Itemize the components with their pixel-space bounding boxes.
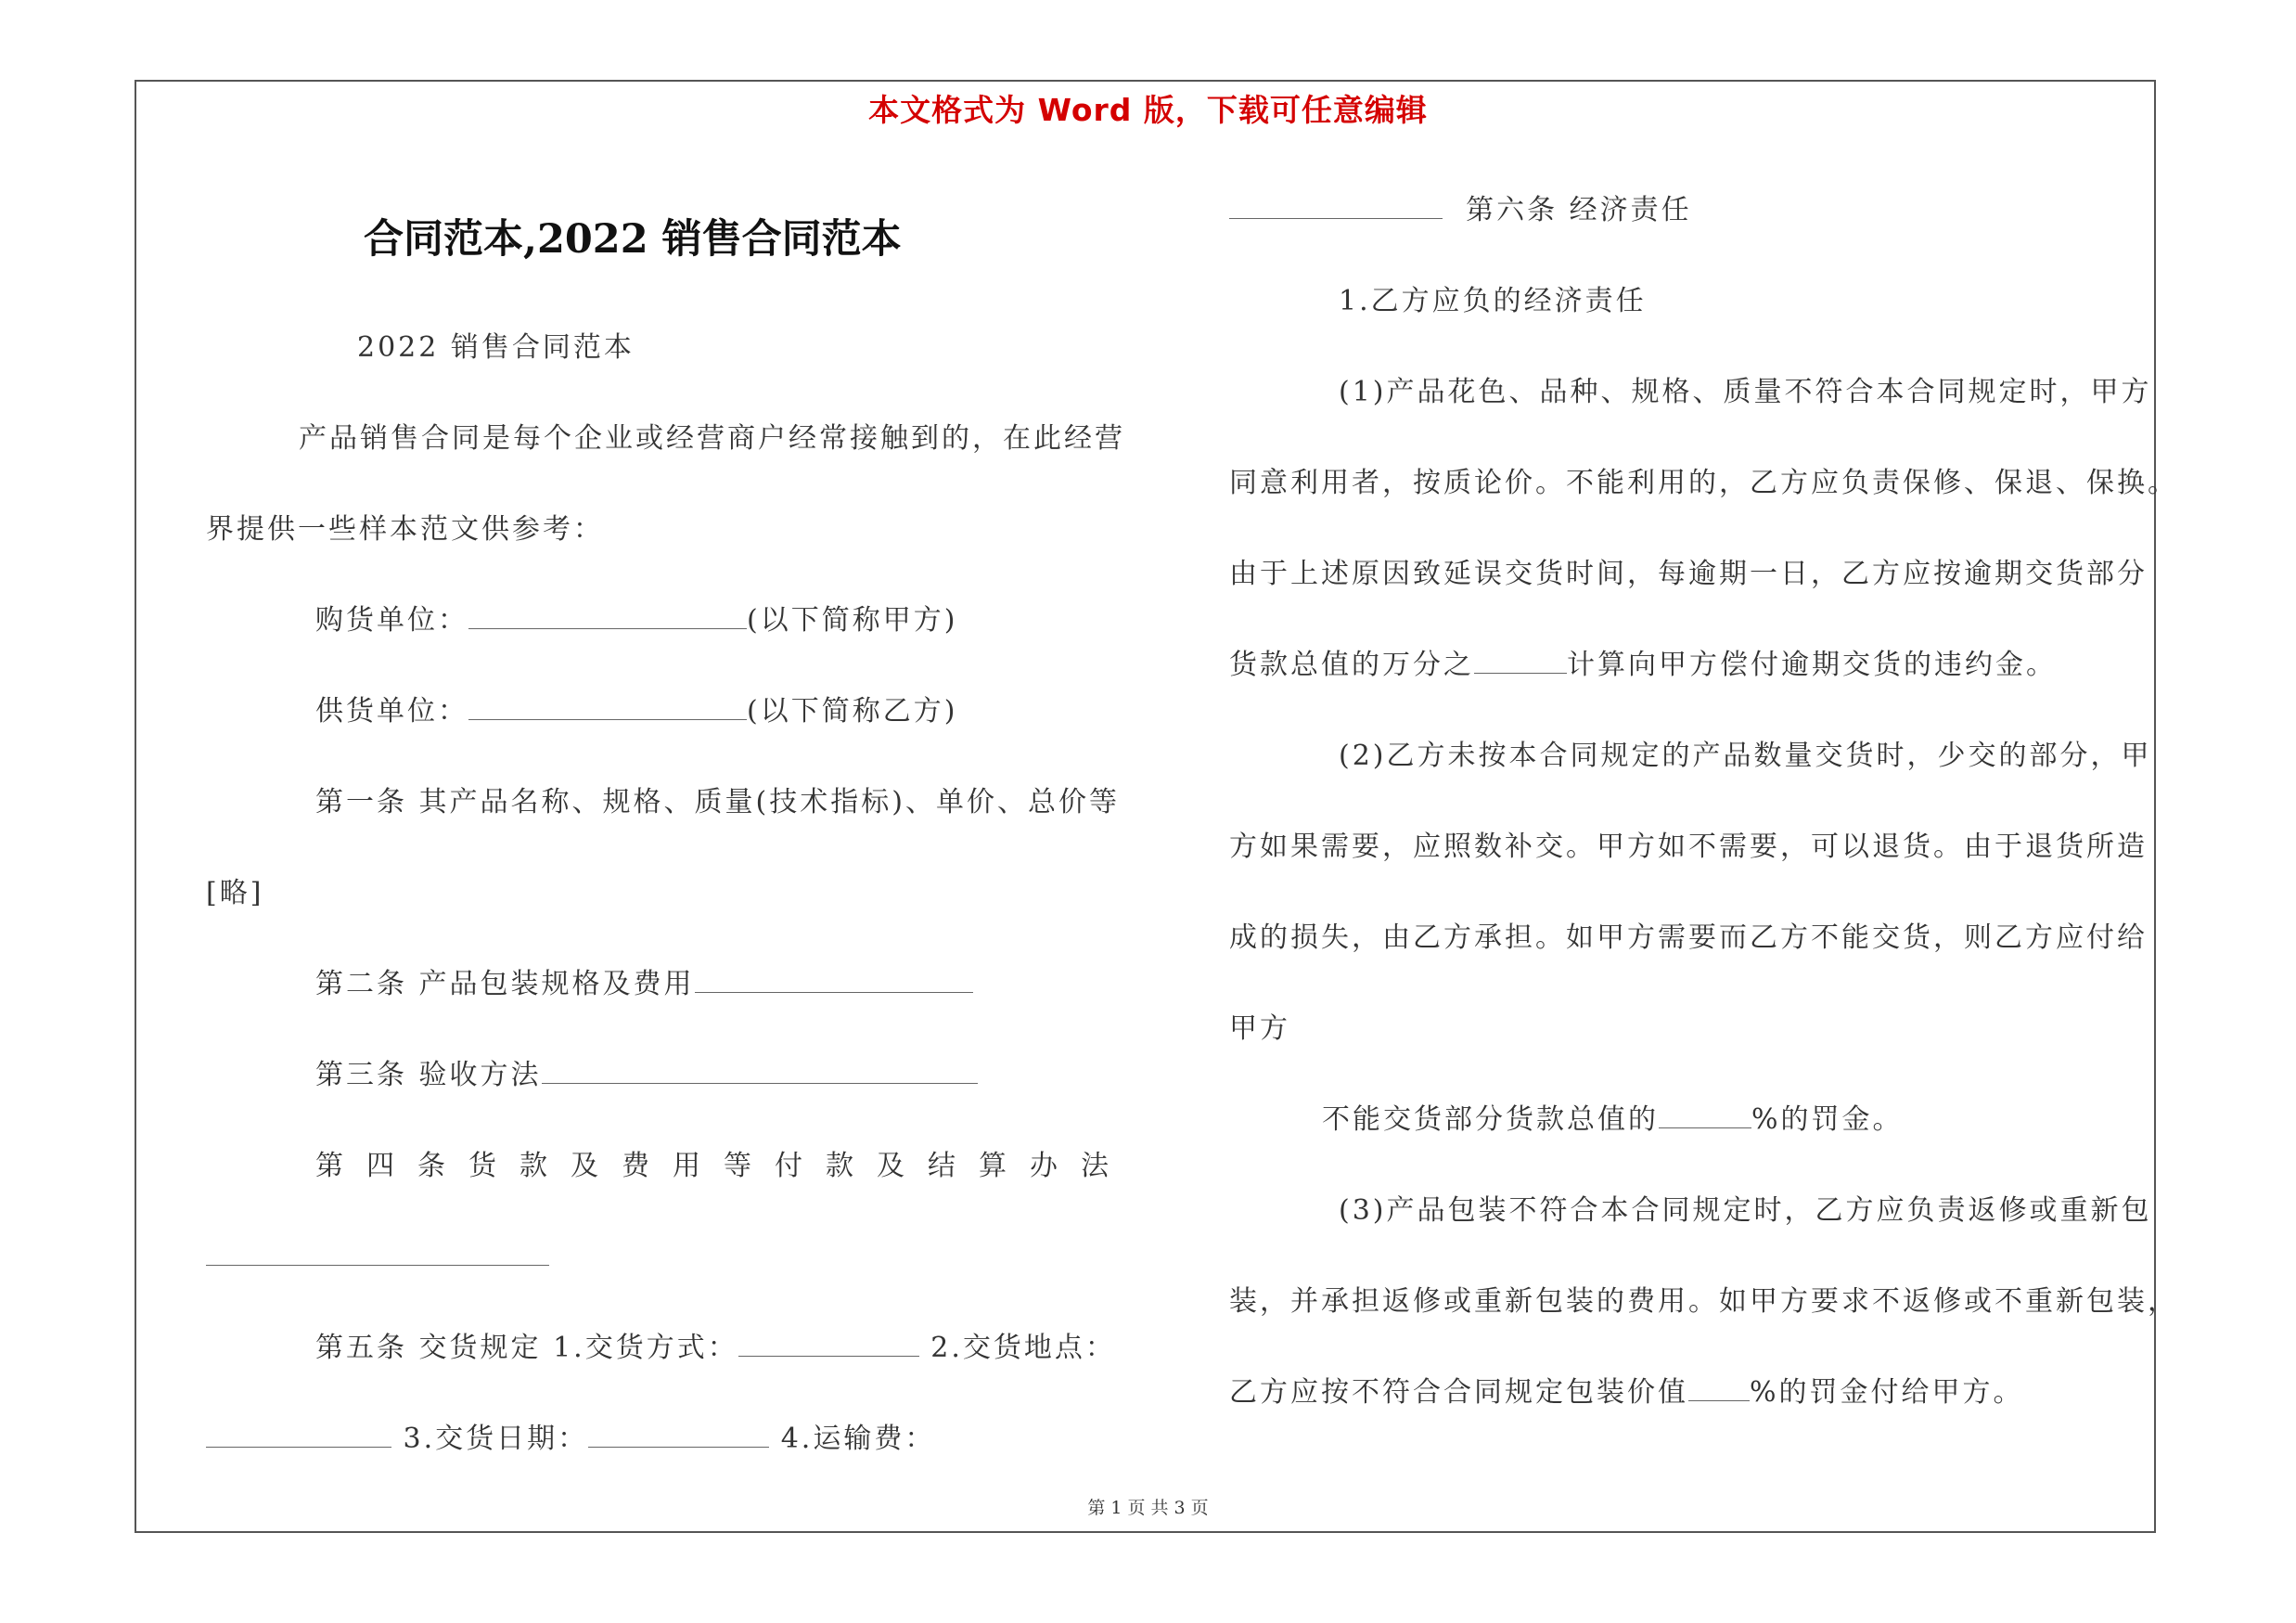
delivery-place-blank[interactable] [206,1426,391,1448]
buyer-label: 购货单位： [315,604,468,637]
para-1-line-2: 同意利用者，按质论价。不能利用的，乙方应负责保修、保退、保换。 [1229,467,2178,499]
delivery-place-label: 2.交货地点： [930,1332,1116,1364]
article-2-label: 第二条 产品包装规格及费用 [315,968,695,1000]
article-4-line [206,1243,549,1271]
delivery-method-blank[interactable] [738,1335,919,1357]
para-2-line-1: (2)乙方未按本合同规定的产品数量交货时，少交的部分，甲 [1339,740,2152,772]
para-2-line-5-b: %的罚金。 [1751,1103,1904,1136]
article-3-label: 第三条 验收方法 [315,1059,542,1091]
subtitle: 2022 销售合同范本 [357,331,635,364]
article-4: 第四条货款及费用等付款及结算办法 [315,1150,1132,1182]
buyer-line [315,604,958,637]
seller-blank[interactable] [468,699,747,720]
para-1-line-4-b: 计算向甲方偿付逾期交货的违约金。 [1567,649,2057,681]
article-1-cont: [略] [206,877,264,909]
seller-line [315,695,958,728]
para-1-line-3: 由于上述原因致延误交货时间，每逾期一日，乙方应按逾期交货部分 [1229,558,2148,590]
para-2-line-2: 方如果需要，应照数补交。甲方如不需要，可以退货。由于退货所造 [1229,831,2148,863]
para-1-line-4 [1229,651,2057,679]
para-3-line-1: (3)产品包装不符合本合同规定时，乙方应负责返修或重新包 [1339,1194,2152,1227]
article-3-blank[interactable] [542,1063,978,1084]
fine-percent-blank[interactable] [1659,1107,1751,1128]
para-3-line-3 [1229,1376,2024,1409]
article-2-blank[interactable] [695,972,973,993]
delivery-date-blank[interactable] [588,1426,769,1448]
seller-suffix: (以下简称乙方) [747,695,958,728]
para-3-line-2: 装，并承担返修或重新包装的费用。如甲方要求不返修或不重新包装， [1229,1285,2178,1318]
intro-line-1: 产品销售合同是每个企业或经营商户经常接触到的，在此经营 [299,422,1125,455]
delivery-method-label: 第五条 交货规定 1.交货方式： [315,1332,738,1364]
document-title: 合同范本,2022 销售合同范本 [364,216,902,263]
para-2-line-4: 甲方 [1229,1012,1290,1045]
freight-label: 4.运输费： [780,1423,936,1455]
para-1-line-4-a: 货款总值的万分之 [1229,649,1474,681]
article-6-blank[interactable] [1229,198,1443,219]
article-1: 第一条 其产品名称、规格、质量(技术指标)、单价、总价等 [315,786,1120,818]
packaging-fine-blank[interactable] [1688,1380,1750,1401]
page-footer: 第 1 页 共 3 页 [1087,1498,1209,1518]
seller-label: 供货单位： [315,695,468,728]
article-6-line [1229,194,1692,226]
para-3-line-3-a: 乙方应按不符合合同规定包装价值 [1229,1376,1688,1409]
para-2-line-3: 成的损失，由乙方承担。如甲方需要而乙方不能交货，则乙方应付给 [1229,921,2148,954]
para-2-line-5-a: 不能交货部分货款总值的 [1322,1103,1659,1136]
word-format-banner: 本文格式为 Word 版，下载可任意编辑 [868,92,1428,128]
buyer-suffix: (以下简称甲方) [747,604,958,637]
article-4-blank[interactable] [206,1244,549,1266]
intro-line-2: 界提供一些样本范文供参考： [206,513,604,546]
para-2-line-5 [1322,1103,1904,1136]
article-3 [315,1059,978,1091]
article-5-line-1 [315,1334,1116,1362]
para-1-line-1: (1)产品花色、品种、规格、质量不符合本合同规定时，甲方 [1339,376,2152,408]
buyer-blank[interactable] [468,608,747,629]
penalty-rate-blank[interactable] [1474,652,1567,674]
para-3-line-3-b: %的罚金付给甲方。 [1750,1376,2024,1409]
delivery-date-label: 3.交货日期： [403,1423,589,1455]
article-5-line-2 [206,1425,935,1453]
article-6: 第六条 经济责任 [1466,194,1692,226]
responsibility-1: 1.乙方应负的经济责任 [1339,285,1647,317]
article-2 [315,968,973,1000]
